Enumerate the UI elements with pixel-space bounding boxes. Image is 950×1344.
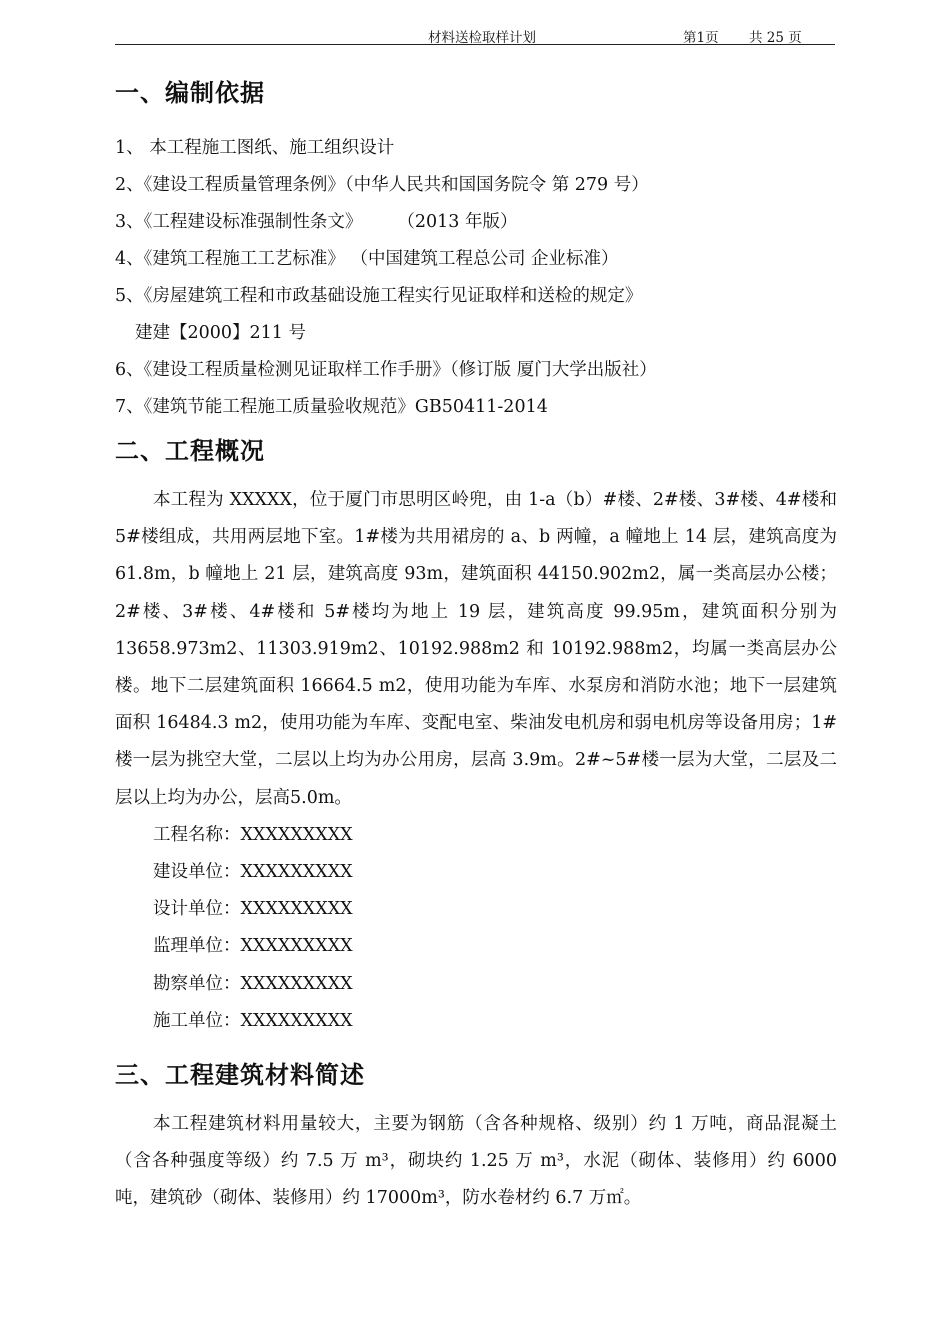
survey-unit: 勘察单位：XXXXXXXXX <box>153 973 353 994</box>
list-item: 6、《建设工程质量检测见证取样工作手册》（修订版 厦门大学出版社） <box>115 360 657 380</box>
overview-paragraph: 本工程为 XXXXX，位于厦门市思明区岭兜，由 1-a（b）#楼、2#楼、3#楼、4#楼和 5#楼组成，共用两层地下室。1#楼为共用裙房的 a、b 两幢，a 幢地上 14 层，建筑高度为 61.8m，b 幢地上 21 层，建筑高度 93m，建筑面积 44150.902m2，属一类高层办公楼；2#楼、3#楼、4#楼和 5#楼均为地上 19 层，建筑高度 99.95m，建筑面积分别为 13658.973m2、11303.919m2、10192.988m2 和 10192.988m2，均属一类高层办公楼。地下二层建筑面积 16664.5 m2，使用功能为车库、水泵房和消防水池；地下一层建筑面积 16484.3 m2，使用功能为车库、变配电室、柴油发电机房和弱电机房等设备用房；1#楼一层为挑空大堂，二层以上均为办公用房，层高 3.9m。2#~5#楼一层为大堂，二层及二层以上均为办公，层高5.0m。 <box>115 490 837 808</box>
section-title: 三、工程建筑材料简述 <box>115 1061 365 1090</box>
list-item: 4、《建筑工程施工工艺标准》 （中国建筑工程总公司 企业标准） <box>115 249 619 269</box>
section-materials <box>115 1058 837 1218</box>
list-item: 5、《房屋建筑工程和市政基础设施工程实行见证取样和送检的规定》 <box>115 286 643 306</box>
materials-paragraph: 本工程建筑材料用量较大，主要为钢筋（含各种规格、级别）约 1 万吨，商品混凝土（含各种强度等级）约 7.5 万 m³，砌块约 1.25 万 m³，水泥（砌体、装修用）约 6000 吨，建筑砂（砌体、装修用）约 17000m³，防水卷材约 6.7 万㎡。 <box>115 1114 837 1209</box>
header-doc-title: 材料送检取样计划 <box>428 30 536 46</box>
developer-unit: 建设单位：XXXXXXXXX <box>153 862 353 883</box>
document-body <box>115 76 837 1218</box>
page-header <box>115 22 835 45</box>
list-item: 3、《工程建设标准强制性条文》 （2013 年版） <box>115 212 518 232</box>
list-item: 7、《建筑节能工程施工质量验收规范》GB50411-2014 <box>115 397 548 417</box>
section-basis <box>115 76 837 426</box>
supervision-unit: 监理单位：XXXXXXXXX <box>153 936 353 957</box>
construction-unit: 施工单位：XXXXXXXXX <box>153 1010 353 1031</box>
header-page-number: 第1页 <box>683 30 719 46</box>
design-unit: 设计单位：XXXXXXXXX <box>153 899 353 920</box>
section-title: 二、工程概况 <box>115 437 265 465</box>
list-item: 1、 本工程施工图纸、施工组织设计 <box>115 138 395 158</box>
header-page-total: 共 25 页 <box>749 30 802 46</box>
project-name: 工程名称：XXXXXXXXX <box>153 824 353 845</box>
project-info-list <box>115 817 837 1040</box>
list-item-continuation: 建建【2000】211 号 <box>135 323 307 343</box>
list-item: 2、《建设工程质量管理条例》（中华人民共和国国务院令 第 279 号） <box>115 175 649 195</box>
section-title: 一、编制依据 <box>115 79 265 107</box>
section-overview <box>115 434 837 1040</box>
